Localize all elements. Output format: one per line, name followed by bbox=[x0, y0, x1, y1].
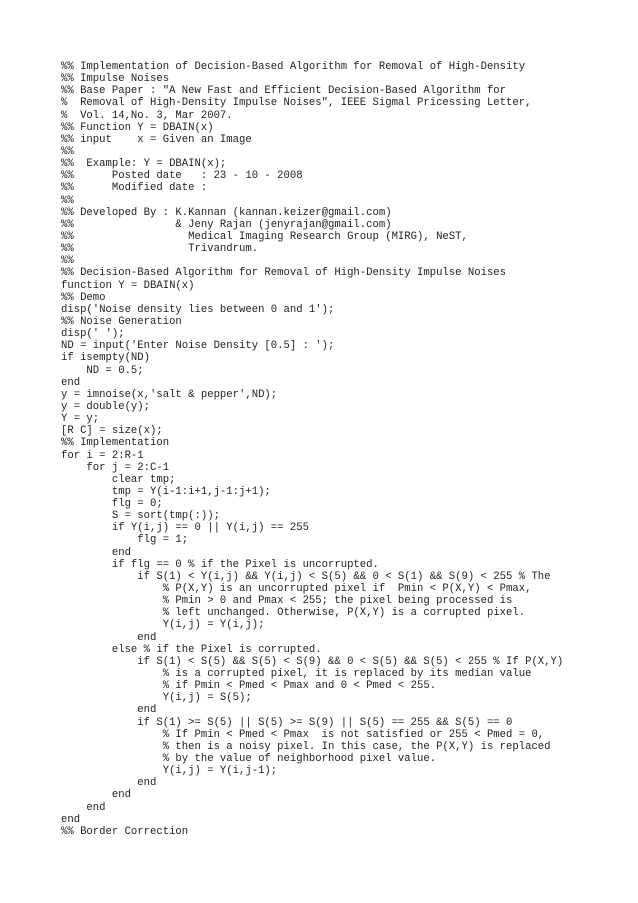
code-line: %% Medical Imaging Research Group (MIRG), NeST, bbox=[61, 230, 468, 243]
code-line: else % if the Pixel is corrupted. bbox=[61, 643, 322, 656]
code-line: if S(1) < S(5) && S(5) < S(9) && 0 < S(5) && S(5) < 255 % If P(X,Y) bbox=[61, 655, 564, 668]
code-line: for j = 2:C-1 bbox=[61, 461, 170, 474]
code-line: % then is a noisy pixel. In this case, the P(X,Y) is replaced bbox=[61, 740, 551, 753]
code-line: %% bbox=[61, 194, 74, 207]
code-line: % is a corrupted pixel, it is replaced by its median value bbox=[61, 668, 532, 681]
code-line: end bbox=[61, 813, 81, 826]
code-line: flg = 0; bbox=[61, 498, 163, 511]
code-line: if S(1) >= S(5) || S(5) >= S(9) || S(5) == 255 && S(5) == 0 bbox=[61, 716, 513, 729]
code-line: Y(i,j) = Y(i,j-1); bbox=[61, 765, 278, 778]
code-line: end bbox=[61, 704, 157, 717]
code-line: Y(i,j) = Y(i,j); bbox=[61, 619, 265, 632]
code-line: end bbox=[61, 631, 157, 644]
code-line: % Vol. 14,No. 3, Mar 2007. bbox=[61, 109, 233, 122]
code-line: %% Posted date : 23 - 10 - 2008 bbox=[61, 170, 303, 183]
code-line: end bbox=[61, 546, 131, 559]
code-line: % P(X,Y) is an uncorrupted pixel if Pmin < P(X,Y) < Pmax, bbox=[61, 583, 532, 596]
code-line: disp(' '); bbox=[61, 328, 125, 341]
code-line: %% Example: Y = DBAIN(x); bbox=[61, 158, 227, 171]
code-line: if flg == 0 % if the Pixel is uncorrupted. bbox=[61, 558, 379, 571]
code-line: Y(i,j) = S(5); bbox=[61, 692, 252, 705]
code-line: clear tmp; bbox=[61, 473, 176, 486]
code-line: y = double(y); bbox=[61, 400, 151, 413]
code-line: %% Modified date : bbox=[61, 182, 208, 195]
code-line: y = imnoise(x,'salt & pepper',ND); bbox=[61, 388, 278, 401]
code-line: %% Implementation bbox=[61, 437, 170, 450]
code-line: S = sort(tmp(:)); bbox=[61, 510, 220, 523]
code-line: % left unchanged. Otherwise, P(X,Y) is a corrupted pixel. bbox=[61, 607, 526, 620]
code-line: if S(1) < Y(i,j) && Y(i,j) < S(5) && 0 < S(1) && S(9) < 255 % The bbox=[61, 570, 551, 583]
code-line: %% Impulse Noises bbox=[61, 73, 170, 86]
code-line: for i = 2:R-1 bbox=[61, 449, 144, 462]
code-line: if isempty(ND) bbox=[61, 352, 151, 365]
code-line: %% Base Paper : "A New Fast and Efficient Decision-Based Algorithm for bbox=[61, 85, 507, 98]
code-line: if Y(i,j) == 0 || Y(i,j) == 255 bbox=[61, 522, 309, 535]
code-line: %% Noise Generation bbox=[61, 315, 182, 328]
code-line: % Removal of High-Density Impulse Noises", IEEE Sigmal Pricessing Letter, bbox=[61, 97, 532, 110]
code-line: % Pmin > 0 and Pmax < 255; the pixel being processed is bbox=[61, 595, 513, 608]
code-line: % if Pmin < Pmed < Pmax and 0 < Pmed < 255. bbox=[61, 680, 437, 693]
code-line: function Y = DBAIN(x) bbox=[61, 279, 195, 292]
code-line: disp('Noise density lies between 0 and 1'); bbox=[61, 303, 335, 316]
code-line: ND = 0.5; bbox=[61, 364, 144, 377]
matlab-code-listing bbox=[61, 61, 628, 838]
code-line: %% input x = Given an Image bbox=[61, 133, 252, 146]
code-line: %% Decision-Based Algorithm for Removal of High-Density Impulse Noises bbox=[61, 267, 507, 280]
code-line: end bbox=[61, 376, 81, 389]
code-line: %% Developed By : K.Kannan (kannan.keizer@gmail.com) bbox=[61, 206, 392, 219]
code-line: ND = input('Enter Noise Density [0.5] : '); bbox=[61, 340, 335, 353]
code-line: % by the value of neighborhood pixel value. bbox=[61, 753, 437, 766]
code-line: %% bbox=[61, 255, 74, 268]
code-line: % If Pmin < Pmed < Pmax is not satisfied or 255 < Pmed = 0, bbox=[61, 728, 545, 741]
code-line: %% Border Correction bbox=[61, 825, 189, 838]
code-line: tmp = Y(i-1:i+1,j-1:j+1); bbox=[61, 485, 271, 498]
code-line: Y = y; bbox=[61, 413, 100, 426]
code-line: %% Demo bbox=[61, 291, 106, 304]
code-line: %% Function Y = DBAIN(x) bbox=[61, 121, 214, 134]
code-line: end bbox=[61, 801, 106, 814]
code-line: %% & Jeny Rajan (jenyrajan@gmail.com) bbox=[61, 218, 392, 231]
code-line: %% Implementation of Decision-Based Algorithm for Removal of High-Density bbox=[61, 61, 526, 73]
code-line: [R C] = size(x); bbox=[61, 425, 163, 438]
code-line: %% bbox=[61, 145, 74, 158]
code-line: %% Trivandrum. bbox=[61, 243, 259, 256]
code-line: end bbox=[61, 777, 157, 790]
code-line: end bbox=[61, 789, 131, 802]
code-line: flg = 1; bbox=[61, 534, 189, 547]
